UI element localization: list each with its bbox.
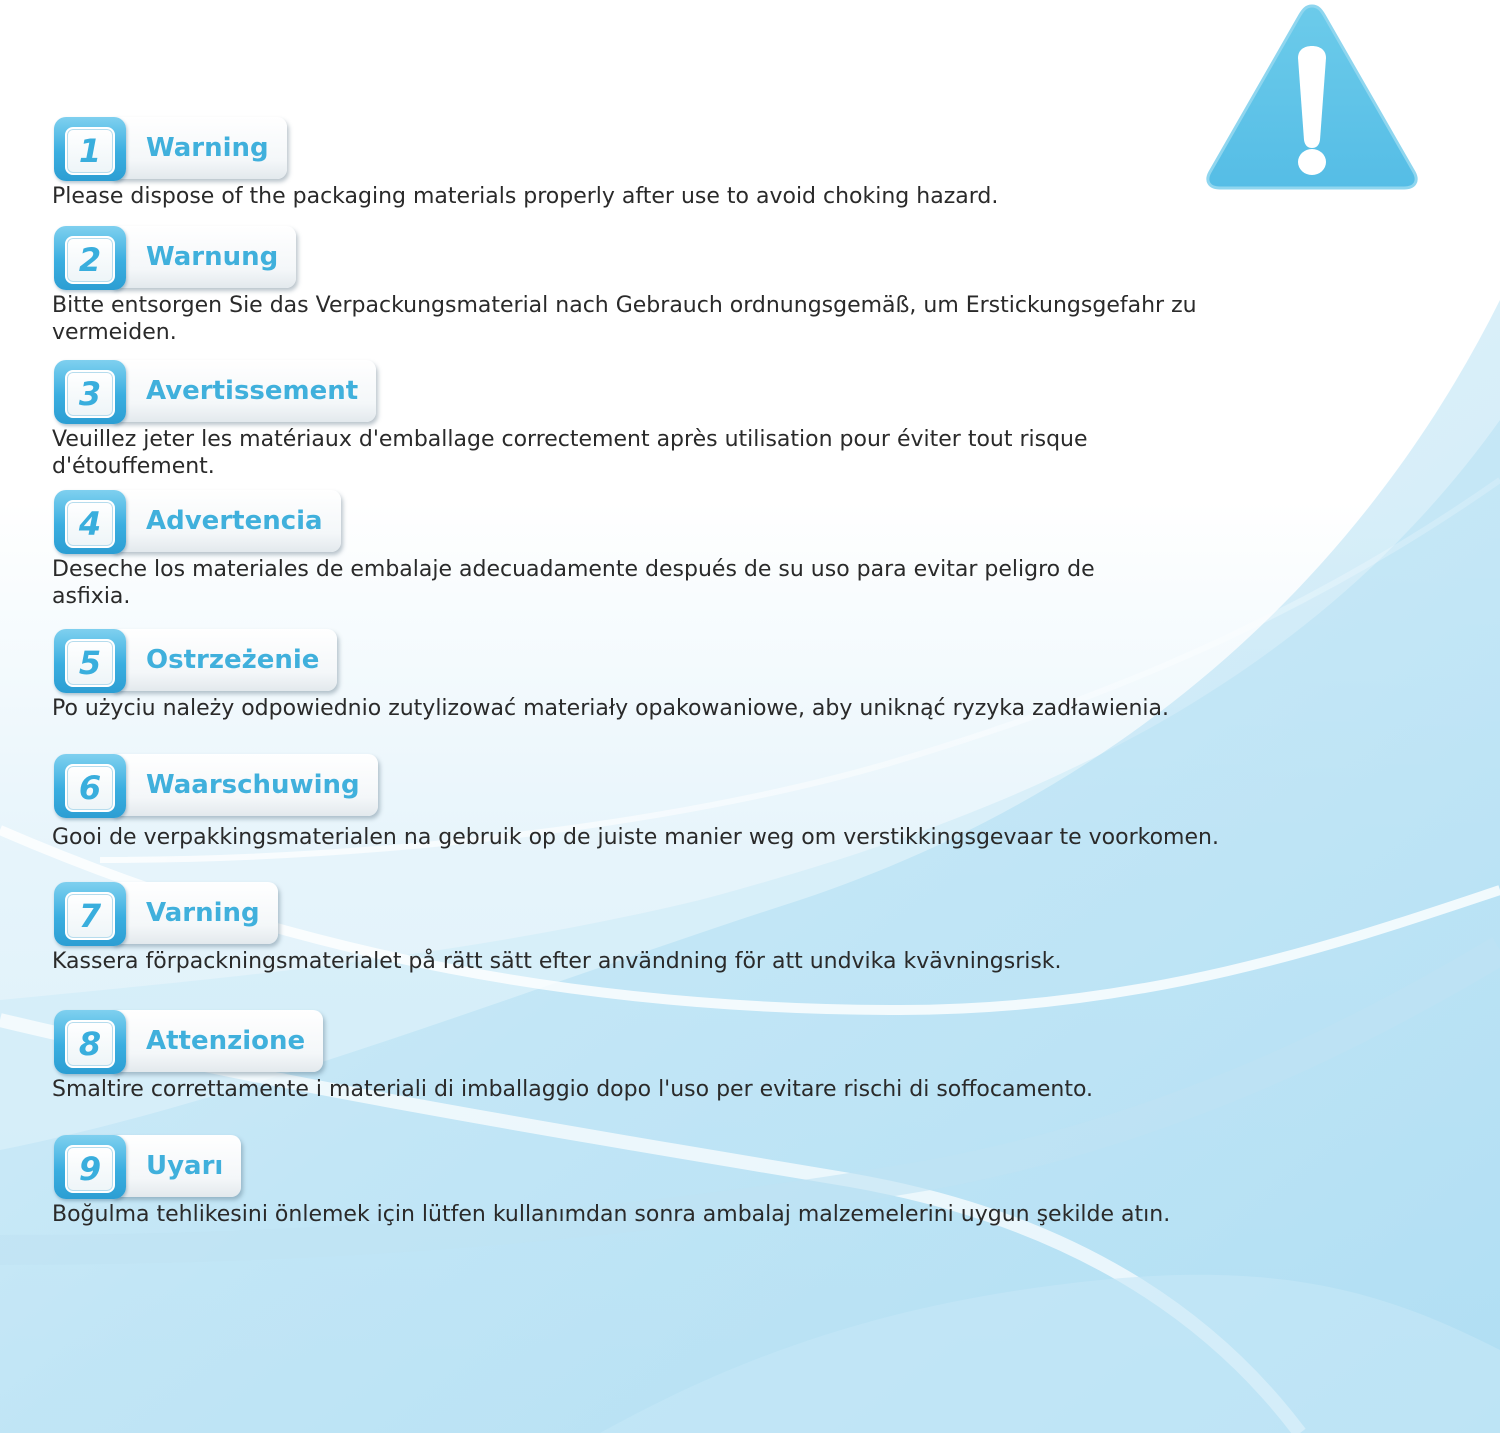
number-badge	[54, 629, 126, 693]
warning-text: Po użyciu należy odpowiednio zutylizować materiały opakowaniowe, aby uniknąć ryzyka zadławienia.	[52, 696, 1169, 721]
warning-entry-5	[52, 629, 1292, 722]
badge-title: Advertencia	[112, 490, 341, 552]
warning-entry-8	[52, 1010, 1292, 1103]
badge-number: 4	[65, 500, 115, 548]
badge-number: 7	[65, 892, 115, 940]
warning-entry-3	[52, 360, 1152, 480]
warning-entry-1	[52, 117, 1292, 210]
number-badge	[54, 1135, 126, 1199]
warning-text: Please dispose of the packaging materials properly after use to avoid choking hazard.	[52, 184, 999, 209]
warning-badge	[52, 629, 337, 693]
warning-text: Deseche los materiales de embalaje adecuadamente después de su uso para evitar peligro de asfixia.	[52, 557, 1095, 609]
badge-number: 8	[65, 1020, 115, 1068]
warning-text: Bitte entsorgen Sie das Verpackungsmaterial nach Gebrauch ordnungsgemäß, um Erstickungsgefahr zu vermeiden.	[52, 293, 1197, 345]
warning-badge	[52, 490, 341, 554]
warning-badge	[52, 882, 278, 946]
number-badge	[54, 490, 126, 554]
warning-entry-7	[52, 882, 1292, 975]
number-badge	[54, 754, 126, 818]
warning-text: Boğulma tehlikesini önlemek için lütfen kullanımdan sonra ambalaj malzemelerini uygun şekilde atın.	[52, 1202, 1171, 1227]
warning-entry-6	[52, 754, 1292, 851]
badge-title: Attenzione	[112, 1010, 323, 1072]
warning-text: Veuillez jeter les matériaux d'emballage correctement après utilisation pour éviter tout risque d'étouffement.	[52, 427, 1088, 479]
warning-entry-4	[52, 490, 1152, 610]
warning-entry-2	[52, 226, 1292, 346]
warning-badge	[52, 1010, 323, 1074]
warning-text: Gooi de verpakkingsmaterialen na gebruik op de juiste manier weg om verstikkingsgevaar te voorkomen.	[52, 825, 1219, 850]
warning-badge	[52, 117, 287, 181]
warning-text: Kassera förpackningsmaterialet på rätt sätt efter användning för att undvika kvävningsrisk.	[52, 949, 1062, 974]
badge-number: 5	[65, 639, 115, 687]
badge-number: 9	[65, 1145, 115, 1193]
badge-number: 3	[65, 370, 115, 418]
badge-number: 6	[65, 764, 115, 812]
number-badge	[54, 226, 126, 290]
number-badge	[54, 360, 126, 424]
badge-title: Uyarı	[112, 1135, 241, 1197]
badge-title: Avertissement	[112, 360, 376, 422]
warning-badge	[52, 1135, 241, 1199]
number-badge	[54, 882, 126, 946]
warning-text: Smaltire correttamente i materiali di imballaggio dopo l'uso per evitare rischi di soffocamento.	[52, 1077, 1094, 1102]
number-badge	[54, 1010, 126, 1074]
warning-badge	[52, 226, 296, 290]
warning-badge	[52, 754, 378, 818]
warning-badge	[52, 360, 376, 424]
badge-title: Warning	[112, 117, 287, 179]
badge-number: 1	[65, 127, 115, 175]
badge-title: Varning	[112, 882, 278, 944]
warning-entry-9	[52, 1135, 1292, 1228]
badge-title: Warnung	[112, 226, 296, 288]
badge-number: 2	[65, 236, 115, 284]
number-badge	[54, 117, 126, 181]
badge-title: Waarschuwing	[112, 754, 378, 816]
badge-title: Ostrzeżenie	[112, 629, 337, 691]
